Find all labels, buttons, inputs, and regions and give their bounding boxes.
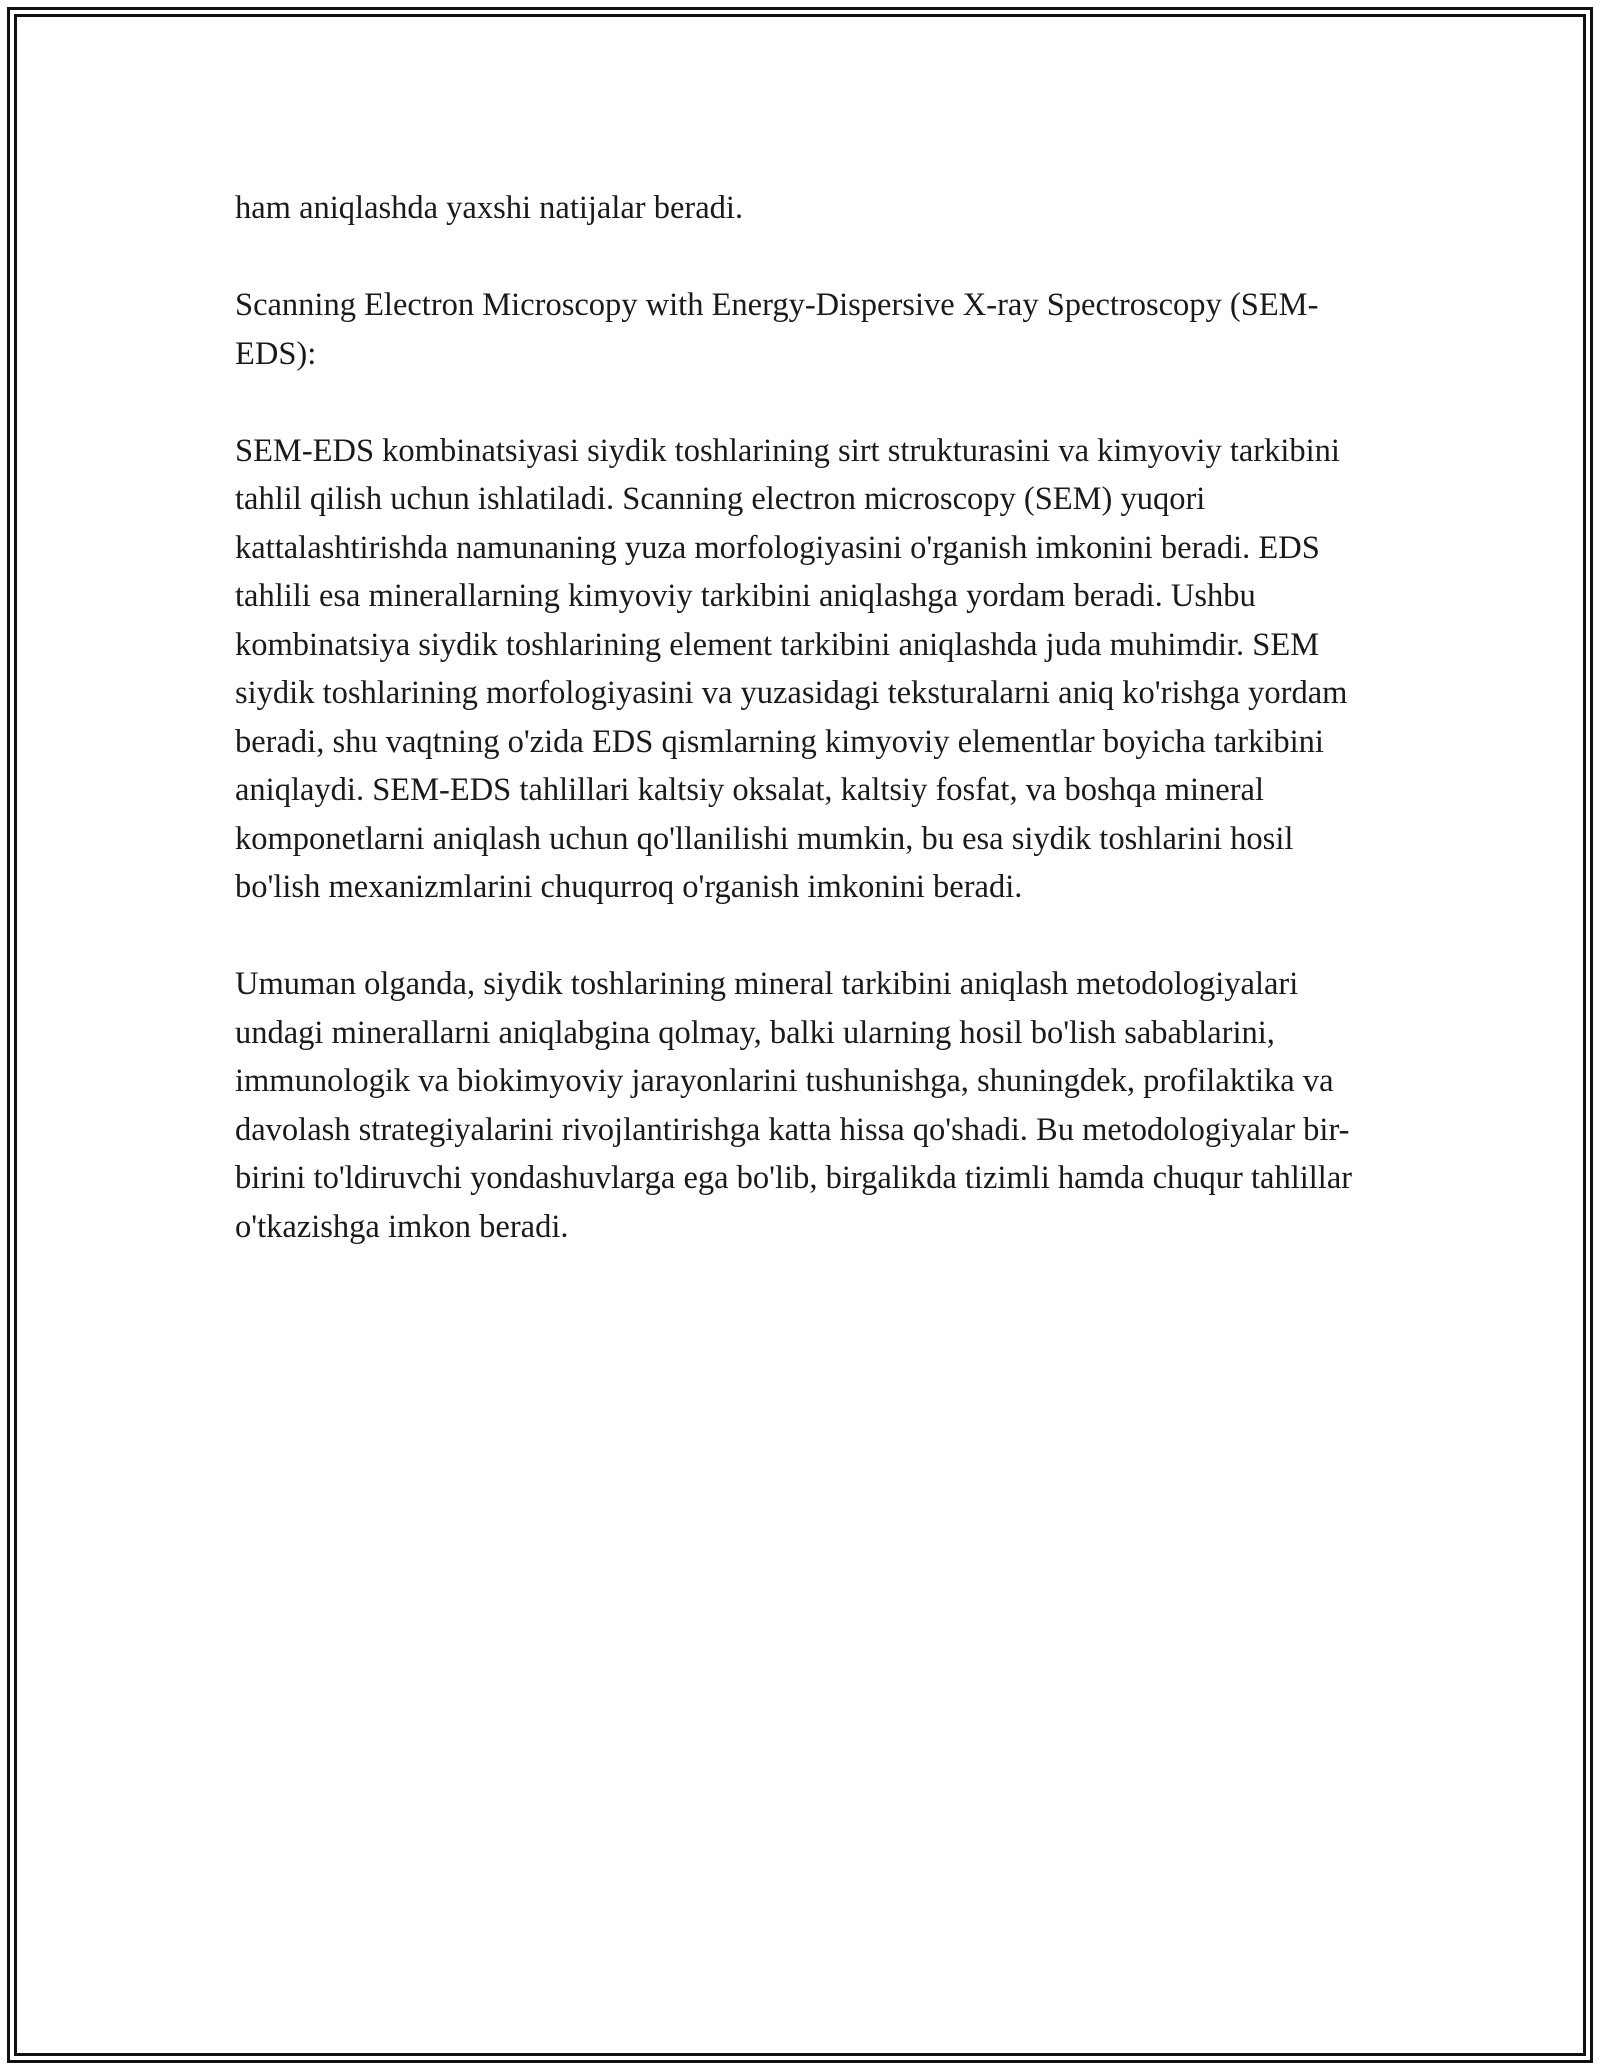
paragraph-sem-eds-description: SEM-EDS kombinatsiyasi siydik toshlarining sirt strukturasini va kimyoviy tarkibini tahlil qilish uchun ishlatiladi. Scanning electron microscopy (SEM) yuqori kattalashtirishda namunaning yuza morfologiyasini o'rganish imkonini beradi. EDS tahlili esa minerallarning kimyoviy tarkibini aniqlashga yordam beradi. Ushbu kombinatsiya siydik toshlarining element tarkibini aniqlashda juda muhimdir. SEM siydik toshlarining morfologiyasini va yuzasidagi teksturalarni aniq ko'rishga yordam beradi, shu vaqtning o'zida EDS qismlarning kimyoviy elementlar boyicha tarkibini aniqlaydi. SEM-EDS tahlillari kaltsiy oksalat, kaltsiy fosfat, va boshqa mineral komponetlarni aniqlash uchun qo'llanilishi mumkin, bu esa siydik toshlarini hosil bo'lish mexanizmlarini chuqurroq o'rganish imkonini beradi. — [235, 432, 1348, 905]
paragraph-continuation: ham aniqlashda yaxshi natijalar beradi. — [235, 190, 744, 226]
paragraph-conclusion: Umuman olganda, siydik toshlarining mineral tarkibini aniqlash metodologiyalari undagi minerallarni aniqlabgina qolmay, balki ularning hosil bo'lish sabablarini, immunologik va biokimyoviy jarayonlarini tushunishga, shuningdek, profilaktika va davolash strategiyalarini rivojlantirishga katta hissa qo'shadi. Bu metodologiyalar bir-birini to'ldiruvchi yondashuvlarga ega bo'lib, birgalikda tizimli hamda chuqur tahlillar o'tkazishga imkon beradi. — [235, 966, 1353, 1245]
document-body — [235, 184, 1365, 1251]
section-heading-sem-eds: Scanning Electron Microscopy with Energy-Dispersive X-ray Spectroscopy (SEM-EDS): — [235, 287, 1319, 372]
